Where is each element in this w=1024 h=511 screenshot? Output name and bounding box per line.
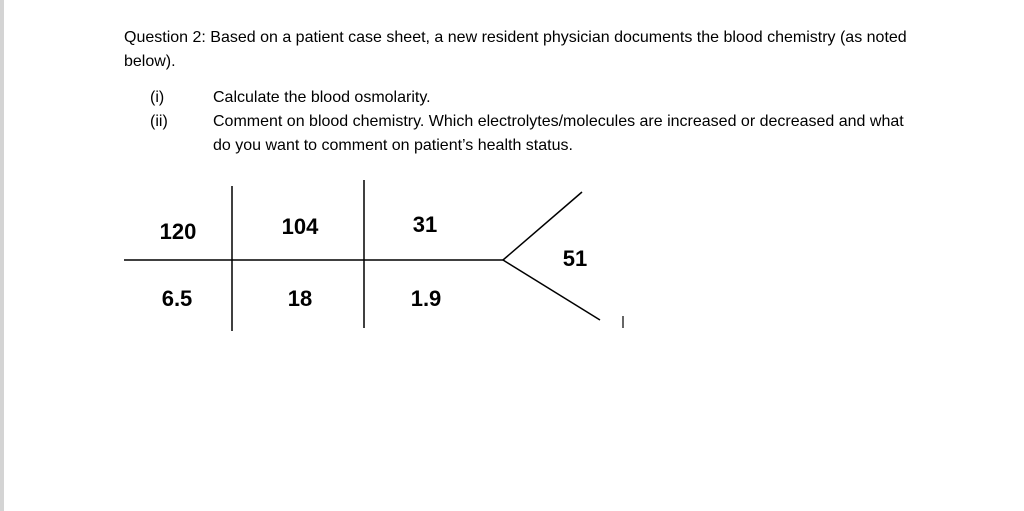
question-text: Question 2: Based on a patient case sheet, a new resident physician documents the blood chemistry (as noted below). bbox=[124, 29, 907, 70]
value-bottom-3: 1.9 bbox=[410, 286, 442, 311]
task-text: Calculate the blood osmolarity. bbox=[213, 89, 431, 106]
value-right: 51 bbox=[562, 246, 588, 271]
task-text: Comment on blood chemistry. Which electrolytes/molecules are increased or decreased and what do you want to comment on patient’s health status. bbox=[213, 113, 904, 154]
value-bottom-1: 6.5 bbox=[161, 286, 193, 311]
value-top-1: 120 bbox=[159, 219, 197, 244]
value-top-2: 104 bbox=[281, 214, 319, 239]
value-bottom-2: 18 bbox=[287, 286, 313, 311]
task-number: (i) bbox=[150, 89, 165, 106]
value-top-3: 31 bbox=[412, 212, 438, 237]
task-number: (ii) bbox=[150, 113, 168, 130]
